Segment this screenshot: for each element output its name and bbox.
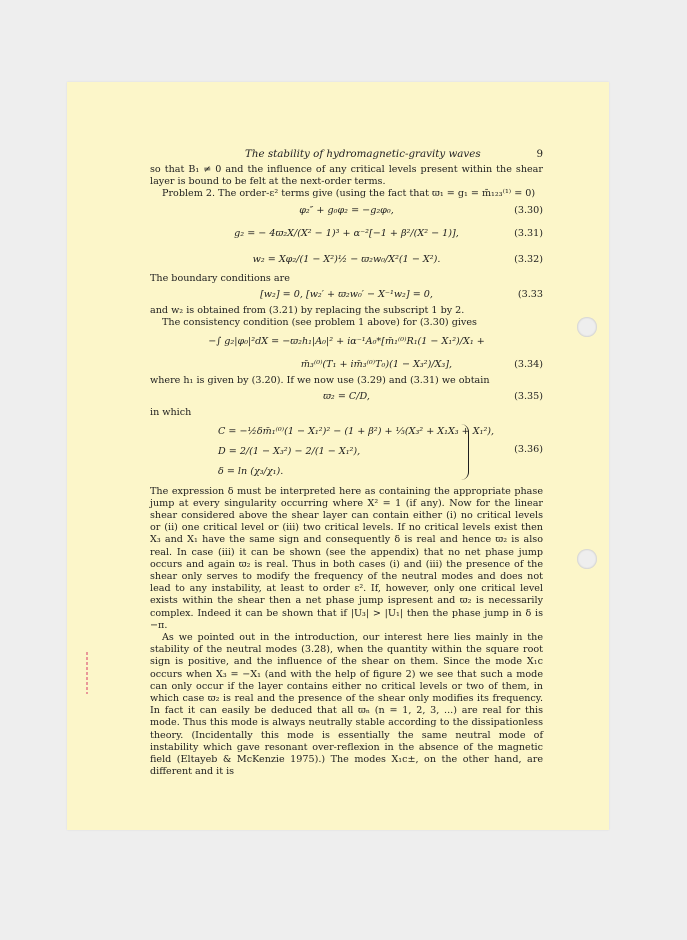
paragraph-expression-delta: The expression δ must be interpreted here as containing the appropriate phase jump at every singularity occurring where X² = 1 (if any). Now for the linear shear considered above the shear layer can contain either (i) no critical levels or (ii) one critical level or (iii) two critical levels. If no critical levels exist then X₃ and X₁ have the same sign and consequently δ is real and hence ϖ₂ is also real. In case (iii) it can be shown (see the appendix) that no net phase jump occurs and again ϖ₂ is real. Thus in both cases (i) and (iii) the presence of the shear only serves to modify the frequency of the neutral modes and does not lead to any instability, at least to order ε². If, however, only one critical level exists within the shear then a net phase jump ispresent and ϖ₂ is necessarily complex. Indeed it can be shown that if |U₃| > |U₁| then the phase jump in δ is −π. [150,485,543,631]
equation-3-32 [150,247,543,273]
paragraph-boundary: The boundary conditions are [150,272,290,284]
equation-body: φ₂″ + g₀φ₂ = −g₂φ₀, [299,204,394,216]
equation-3-34-line-1 [150,329,543,355]
equation-body: [w₂] = 0, [w₂′ + ϖ₂w₀′ − X⁻¹w₂] = 0, [260,288,433,300]
paragraph-where: where h₁ is given by (3.20). If we now use (3.29) and (3.31) we obtain [150,375,490,387]
equation-number: (3.36) [514,443,543,455]
equation-3-35 [150,387,543,407]
equation-lines [218,422,494,482]
equation-number: (3.31) [514,227,543,239]
margin-pink-mark [86,652,88,694]
punch-hole-top [577,317,597,337]
equation-body: ϖ₂ = C/D, [323,391,370,403]
running-header [150,148,543,164]
equation-body: −∫ g₂|φ₀|²dX = −ϖ₂h₁|A₀|² + iα⁻¹A₀*[m̄₁⁽⁰⁾R₁(1 − X₁²)/X₁ + [208,336,485,348]
equation-number: (3.35) [514,391,543,403]
paragraph-consistency: The consistency condition (see problem 1 above) for (3.30) gives [162,317,477,329]
page-content [150,148,543,779]
equation-body: m̄₃⁽⁰⁾(T₁ + im̄₃⁽⁰⁾T₀)(1 − X₃²)/X₃], [300,359,453,371]
running-title: The stability of hydromagnetic-gravity waves [245,148,481,160]
paragraph-obtained: and w₂ is obtained from (3.21) by replacing the subscript 1 by 2. [150,304,465,316]
equation-3-30 [150,201,543,221]
equation-line-delta: δ = ln (χ₃/χ₁). [218,465,284,477]
equation-3-34-line-2 [150,355,543,375]
paragraph-in-which: in which [150,407,192,419]
equation-number: (3.32) [514,253,543,265]
right-brace [460,424,469,480]
punch-hole-bottom [577,549,597,569]
equation-line-c: C = −½δm̄₁⁽⁰⁾(1 − X₁²)² − (1 + β²) + ⅓(X₃² + X₁X₃ + X₁²), [218,425,495,437]
equation-line-d: D = 2/(1 − X₃²) − 2/(1 − X₁²), [218,445,361,457]
paragraph-problem-2: Problem 2. The order-ε² terms give (using the fact that ϖ₁ = g₁ = m̄₁₂₃⁽¹⁾ = 0) [162,188,536,200]
show-through-marks [555,172,628,211]
equation-body: g₂ = − 4ϖ₂X/(X² − 1)³ + α⁻²[−1 + β²/(X² − 1)], [234,227,459,239]
paragraph-1: so that B₁ ≠ 0 and the influence of any critical levels present within the shear layer is bound to be felt at the next-order terms. [150,164,543,188]
equation-3-31 [150,221,543,247]
equation-number: (3.34) [514,359,543,371]
equation-system-3-36 [150,422,543,484]
equation-body: w₂ = Xφ₂/(1 − X²)½ − ϖ₂w₀/X²(1 − X²). [252,253,441,265]
page-number: 9 [536,148,543,160]
equation-number: (3.33 [517,288,543,300]
equation-number: (3.30) [514,204,543,216]
equation-3-33 [150,285,543,305]
paragraph-introduction: As we pointed out in the introduction, our interest here lies mainly in the stability of the neutral modes (3.28), when the quantity within the square root sign is positive, and the influence of the shear on them. Since the mode X₁c occurs when X₃ = −X₁ (and with the help of figure 2) we see that such a mode can only occur if the layer contains either no critical levels or two of them, in which case ϖ₂ is real and the presence of the shear only modifies its frequency. In fact it can easily be deduced that all ϖₙ (n = 1, 2, 3, ...) are real for this mode. Thus this mode is always neutrally stable according to the dissipationless theory. (Incidentally this mode is essentially the same neutral mode of instability which gave resonant over-reflexion in the absence of the magnetic field (Eltayeb & McKenzie 1975).) The modes X₁c±, on the other hand, are different and it is [150,632,543,778]
